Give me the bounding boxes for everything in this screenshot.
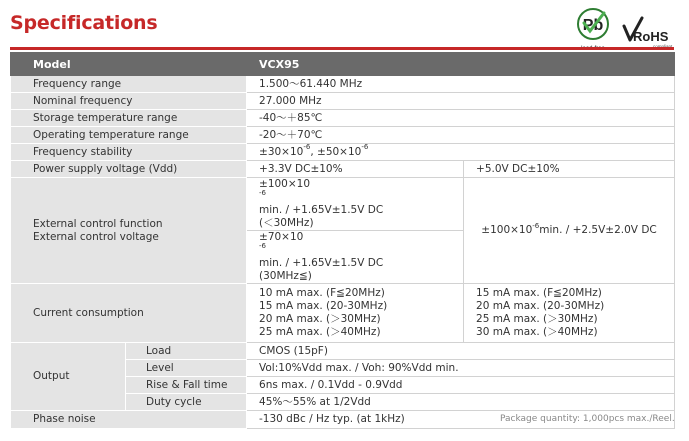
table-row — [11, 144, 675, 161]
table-row — [11, 110, 675, 127]
power-supply-label: Power supply voltage (Vdd) — [11, 161, 247, 178]
phase-noise-value: -130 dBc / Hz typ. (at 1kHz) — [247, 411, 675, 429]
rohs-mark: RoHS — [633, 29, 669, 44]
frequency-range-label: Frequency range — [11, 76, 247, 93]
table-row — [11, 93, 675, 110]
output-load-label: Load — [126, 343, 247, 360]
table-row — [11, 127, 675, 144]
page-title: Specifications — [10, 12, 158, 34]
current-5v0-values: 15 mA max. (F≦20MHz) 20 mA max. (20-30MHz) 25 mA max. (＞30MHz) 30 mA max. (＞40MHz) — [464, 284, 675, 343]
power-3v3-value: +3.3V DC±10% — [247, 161, 464, 178]
table-header-row — [11, 53, 675, 76]
frequency-stability-label: Frequency stability — [11, 144, 247, 161]
output-level-label: Level — [126, 360, 247, 377]
storage-temperature-value: -40〜＋85℃ — [247, 110, 675, 127]
operating-temperature-value: -20〜＋70℃ — [247, 127, 675, 144]
output-duty-cycle-value: 45%〜55% at 1/2Vdd — [247, 394, 675, 411]
nominal-frequency-label: Nominal frequency — [11, 93, 247, 110]
external-control-label: External control function External control voltage — [11, 178, 247, 284]
spec-table — [10, 52, 675, 429]
frequency-range-value: 1.500〜61.440 MHz — [247, 76, 675, 93]
output-level-value: Vol:10%Vdd max. / Voh: 90%Vdd min. — [247, 360, 675, 377]
output-label: Output — [11, 343, 126, 411]
frequency-stability-value: $\pm 30\times 10^{-6}$, $\pm 50\times 10^{-6}$ — [247, 144, 675, 161]
model-header: Model — [11, 53, 247, 76]
package-quantity-note: Package quantity: 1,000pcs max./Reel. — [500, 414, 675, 424]
operating-temperature-label: Operating temperature range — [11, 127, 247, 144]
lead-free-symbol: Pb — [582, 17, 604, 34]
rohs-logo — [622, 16, 680, 50]
table-row — [11, 343, 675, 360]
table-row — [11, 76, 675, 93]
control-3v3-high-value: ±70×10 $^{-6}$ min. / +1.65V±1.5V DC (30MHz≦) — [247, 231, 464, 284]
output-load-value: CMOS (15pF) — [247, 343, 675, 360]
table-row — [11, 284, 675, 343]
control-5v0-value: $\pm 100\times 10^{-6}\min$. / +2.5V±2.0V DC — [464, 178, 675, 284]
current-3v3-values: 10 mA max. (F≦20MHz) 15 mA max. (20-30MHz) 20 mA max. (＞30MHz) 25 mA max. (＞40MHz) — [247, 284, 464, 343]
table-row — [11, 178, 675, 231]
table-row — [11, 161, 675, 178]
nominal-frequency-value: 27.000 MHz — [247, 93, 675, 110]
title-rule — [10, 47, 674, 50]
storage-temperature-label: Storage temperature range — [11, 110, 247, 127]
power-5v0-value: +5.0V DC±10% — [464, 161, 675, 178]
control-3v3-low-value: ±100×10 $^{-6}$ min. / +1.65V±1.5V DC (＜30MHz) — [247, 178, 464, 231]
model-value: VCX95 — [247, 53, 675, 76]
output-duty-cycle-label: Duty cycle — [126, 394, 247, 411]
current-consumption-label: Current consumption — [11, 284, 247, 343]
phase-noise-label: Phase noise — [11, 411, 247, 429]
output-rise-fall-label: Rise & Fall time — [126, 377, 247, 394]
output-rise-fall-value: 6ns max. / 0.1Vdd - 0.9Vdd — [247, 377, 675, 394]
